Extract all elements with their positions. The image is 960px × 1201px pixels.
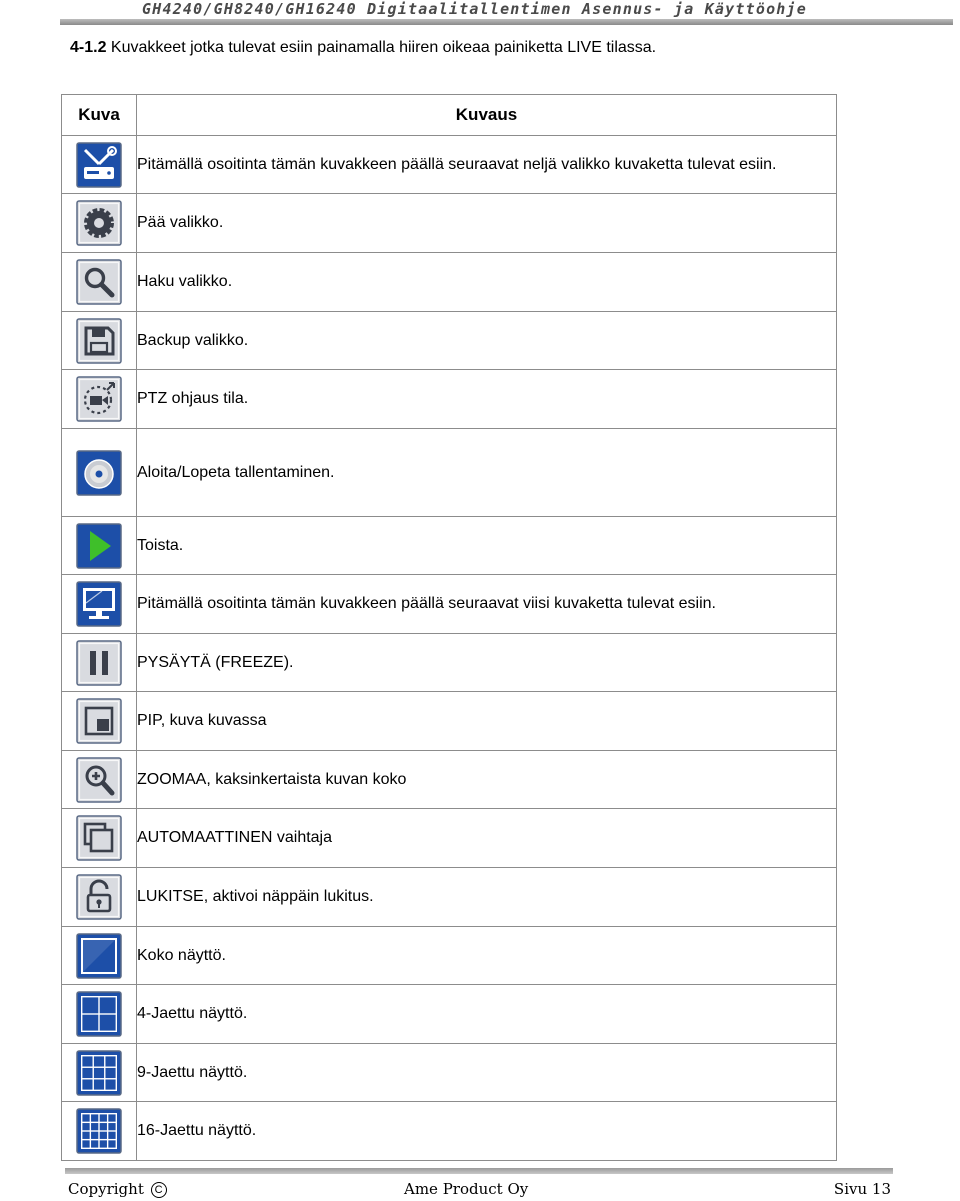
icon-cell	[62, 985, 137, 1044]
icon-cell	[62, 1102, 137, 1161]
table-row	[62, 575, 837, 634]
table-row	[62, 312, 837, 370]
table-row	[62, 927, 837, 985]
copyright-symbol: C	[151, 1182, 167, 1198]
table-row	[62, 370, 837, 429]
icon-cell	[62, 312, 137, 370]
document-header-title: GH4240/GH8240/GH16240 Digitaalitallentimen Asennus- ja Käyttöohje	[142, 0, 807, 18]
copyright-label: Copyright	[68, 1180, 144, 1198]
table-row	[62, 136, 837, 194]
table-row	[62, 809, 837, 868]
description-cell: 16-Jaettu näyttö.	[137, 1102, 837, 1161]
icon-cell	[62, 253, 137, 312]
section-number: 4-1.2	[70, 39, 107, 56]
table-row	[62, 868, 837, 927]
pip-icon	[76, 698, 122, 744]
description-cell: Koko näyttö.	[137, 927, 837, 985]
footer-company: Ame Product Oy	[404, 1180, 529, 1198]
table-row	[62, 194, 837, 253]
description-cell: 4-Jaettu näyttö.	[137, 985, 837, 1044]
icon-cell	[62, 634, 137, 692]
description-cell: Pää valikko.	[137, 194, 837, 253]
record-disc-icon	[76, 450, 122, 496]
footer-rule	[65, 1168, 893, 1174]
column-header-description: Kuvaus	[137, 95, 837, 136]
description-cell: PYSÄYTÄ (FREEZE).	[137, 634, 837, 692]
description-cell: Toista.	[137, 517, 837, 575]
section-heading	[70, 39, 656, 57]
pause-icon	[76, 640, 122, 686]
description-cell: Pitämällä osoitinta tämän kuvakkeen päällä seuraavat neljä valikko kuvaketta tulevat esiin.	[137, 136, 837, 194]
description-cell: Pitämällä osoitinta tämän kuvakkeen päällä seuraavat viisi kuvaketta tulevat esiin.	[137, 575, 837, 634]
zoom-in-icon	[76, 757, 122, 803]
play-icon	[76, 523, 122, 569]
icon-cell	[62, 809, 137, 868]
table-row	[62, 634, 837, 692]
footer-copyright	[68, 1178, 167, 1200]
icon-cell	[62, 136, 137, 194]
floppy-disk-icon	[76, 318, 122, 364]
magnifier-icon	[76, 259, 122, 305]
icon-cell	[62, 927, 137, 985]
table-row	[62, 985, 837, 1044]
padlock-icon	[76, 874, 122, 920]
icon-cell	[62, 429, 137, 517]
table-row	[62, 692, 837, 751]
description-cell: 9-Jaettu näyttö.	[137, 1044, 837, 1102]
auto-switch-icon	[76, 815, 122, 861]
table-body	[62, 136, 837, 1161]
icon-cell	[62, 1044, 137, 1102]
tools-disk-icon	[76, 142, 122, 188]
icon-cell	[62, 868, 137, 927]
icon-table	[61, 94, 837, 1161]
gear-icon	[76, 200, 122, 246]
icon-cell	[62, 370, 137, 429]
section-title: Kuvakkeet jotka tulevat esiin painamalla hiiren oikeaa painiketta LIVE tilassa.	[110, 39, 657, 56]
icon-cell	[62, 575, 137, 634]
monitor-icon	[76, 581, 122, 627]
sixteen-screen-icon	[76, 1108, 122, 1154]
header-rule	[60, 19, 953, 25]
quad-screen-icon	[76, 991, 122, 1037]
icon-cell	[62, 692, 137, 751]
description-cell: AUTOMAATTINEN vaihtaja	[137, 809, 837, 868]
description-cell: Aloita/Lopeta tallentaminen.	[137, 429, 837, 517]
description-cell: PTZ ohjaus tila.	[137, 370, 837, 429]
column-header-image: Kuva	[62, 95, 137, 136]
description-cell: PIP, kuva kuvassa	[137, 692, 837, 751]
table-row	[62, 253, 837, 312]
table-header-row	[62, 95, 837, 136]
table-row	[62, 751, 837, 809]
icon-cell	[62, 194, 137, 253]
table-row	[62, 1102, 837, 1161]
table-row	[62, 517, 837, 575]
description-cell: LUKITSE, aktivoi näppäin lukitus.	[137, 868, 837, 927]
description-cell: ZOOMAA, kaksinkertaista kuvan koko	[137, 751, 837, 809]
table-row	[62, 1044, 837, 1102]
icon-cell	[62, 751, 137, 809]
icon-cell	[62, 517, 137, 575]
description-cell: Backup valikko.	[137, 312, 837, 370]
table-row	[62, 429, 837, 517]
single-screen-icon	[76, 933, 122, 979]
ptz-camera-icon	[76, 376, 122, 422]
description-cell: Haku valikko.	[137, 253, 837, 312]
footer-page-number: Sivu 13	[833, 1180, 891, 1198]
nine-screen-icon	[76, 1050, 122, 1096]
